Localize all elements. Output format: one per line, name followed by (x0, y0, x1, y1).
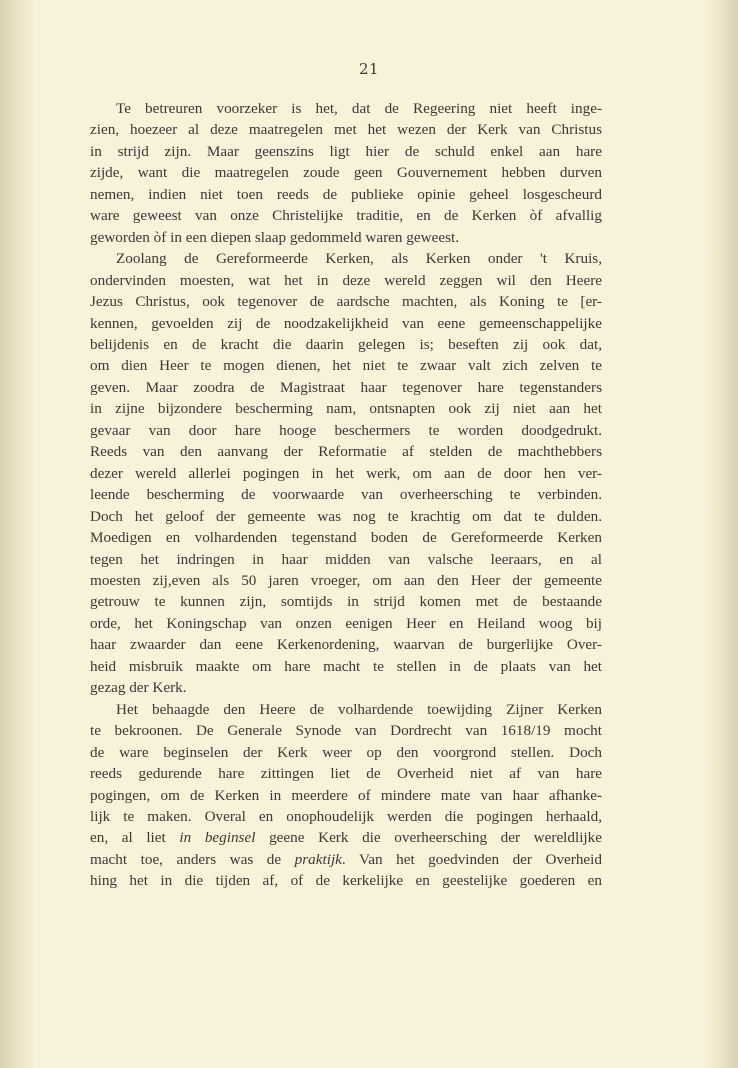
text-line: Moedigen en volhardenden tegenstand boden de Gereformeerde Kerken (90, 529, 602, 547)
paragraph (90, 98, 602, 248)
body-text (90, 98, 602, 892)
text-line: te bekroonen. De Generale Synode van Dordrecht van 1618/19 mocht (90, 722, 602, 740)
text-line: zijde, want die maatregelen zoude geen Gouvernement hebben durven (90, 164, 602, 182)
text-line: leende bescherming de voorwaarde van overheersching te verbinden. (90, 486, 602, 504)
text-line: zien, hoezeer al deze maatregelen met het wezen der Kerk van Christus (90, 121, 602, 139)
page-number: 21 (358, 60, 380, 78)
text-line: Het behaagde den Heere de volhardende toewijding Zijner Kerken (116, 700, 602, 718)
text-line: Zoolang de Gereformeerde Kerken, als Kerken onder 't Kruis, (116, 250, 602, 268)
text-line: nemen, indien niet toen reeds de publieke opinie geheel losgescheurd (90, 185, 602, 203)
text-line: ondervinden moesten, wat het in deze wereld zeggen wil den Heere (90, 271, 602, 289)
text-line: getrouw te kunnen zijn, somtijds in strijd komen met de bestaande (90, 593, 602, 611)
text-line: belijdenis en de kracht die daarin gelegen is; beseften zij ook dat, (90, 335, 602, 353)
paragraph (90, 248, 602, 699)
text-line: Reeds van den aanvang der Reformatie af stelden de machthebbers (90, 443, 602, 461)
text-line: heid misbruik maakte om hare macht te stellen in de plaats van het (90, 657, 602, 675)
page-left-edge-shadow (0, 0, 36, 1068)
text-line: reeds gedurende hare zittingen liet de Overheid niet af van hare (90, 765, 602, 783)
emphasized-word: in beginsel (179, 829, 256, 847)
text-line: haar zwaarder dan eene Kerkenordening, waarvan de burgerlijke Over- (90, 636, 602, 654)
text-line: orde, het Koningschap van onzen eenigen Heer en Heiland woog bij (90, 614, 602, 632)
text-line-with-emphasis: macht toe, anders was de praktijk. Van het goedvinden der Overheid (90, 850, 602, 868)
paragraph (90, 699, 602, 892)
text-line: in strijd zijn. Maar geenszins ligt hier de schuld enkel aan hare (90, 142, 602, 160)
text-line: gevaar van door hare hooge beschermers te worden doodgedrukt. (90, 421, 602, 439)
text-line: in zijne bijzondere bescherming nam, ontsnapten ook zij niet aan het (90, 400, 602, 418)
text-line: pogingen, om de Kerken in meerdere of mindere mate van haar afhanke- (90, 786, 602, 804)
text-line: kennen, gevoelden zij de noodzakelijkheid van eene gemeenschappelijke (90, 314, 602, 332)
text-line: Doch het geloof der gemeente was nog te krachtig om dat te dulden. (90, 507, 602, 525)
emphasized-word: praktijk (294, 850, 342, 868)
text-line: hing het in die tijden af, of de kerkelijke en geestelijke goederen en (90, 872, 602, 890)
text-line-with-emphasis: en, al liet in beginsel geene Kerk die overheersching der wereldlijke (90, 829, 602, 847)
text-line: de ware beginselen der Kerk weer op den voorgrond stellen. Doch (90, 743, 602, 761)
text-line: Te betreuren voorzeker is het, dat de Regeering niet heeft inge- (116, 100, 602, 117)
text-line: om dien Heer te mogen dienen, het niet te zwaar valt zich zelven te (90, 357, 602, 375)
text-line: lijk te maken. Overal en onophoudelijk werden die pogingen herhaald, (90, 807, 602, 825)
text-line: Jezus Christus, ook tegenover de aardsche machten, als Koning te [er- (90, 293, 602, 311)
text-line: ware geweest van onze Christelijke traditie, en de Kerken òf afvallig (90, 207, 602, 225)
text-line: moesten zij,even als 50 jaren vroeger, om aan den Heer der gemeente (90, 571, 602, 589)
page-right-edge-shadow (704, 0, 738, 1068)
text-line: geven. Maar zoodra de Magistraat haar tegenover hare tegenstanders (90, 378, 602, 396)
text-line: geworden òf in een diepen slaap gedommeld waren geweest. (90, 228, 460, 246)
text-line: gezag der Kerk. (90, 679, 187, 697)
text-line: tegen het indringen in haar midden van valsche leeraars, en al (90, 550, 602, 568)
text-line: dezer wereld allerlei pogingen in het werk, om aan de door hen ver- (90, 464, 602, 482)
